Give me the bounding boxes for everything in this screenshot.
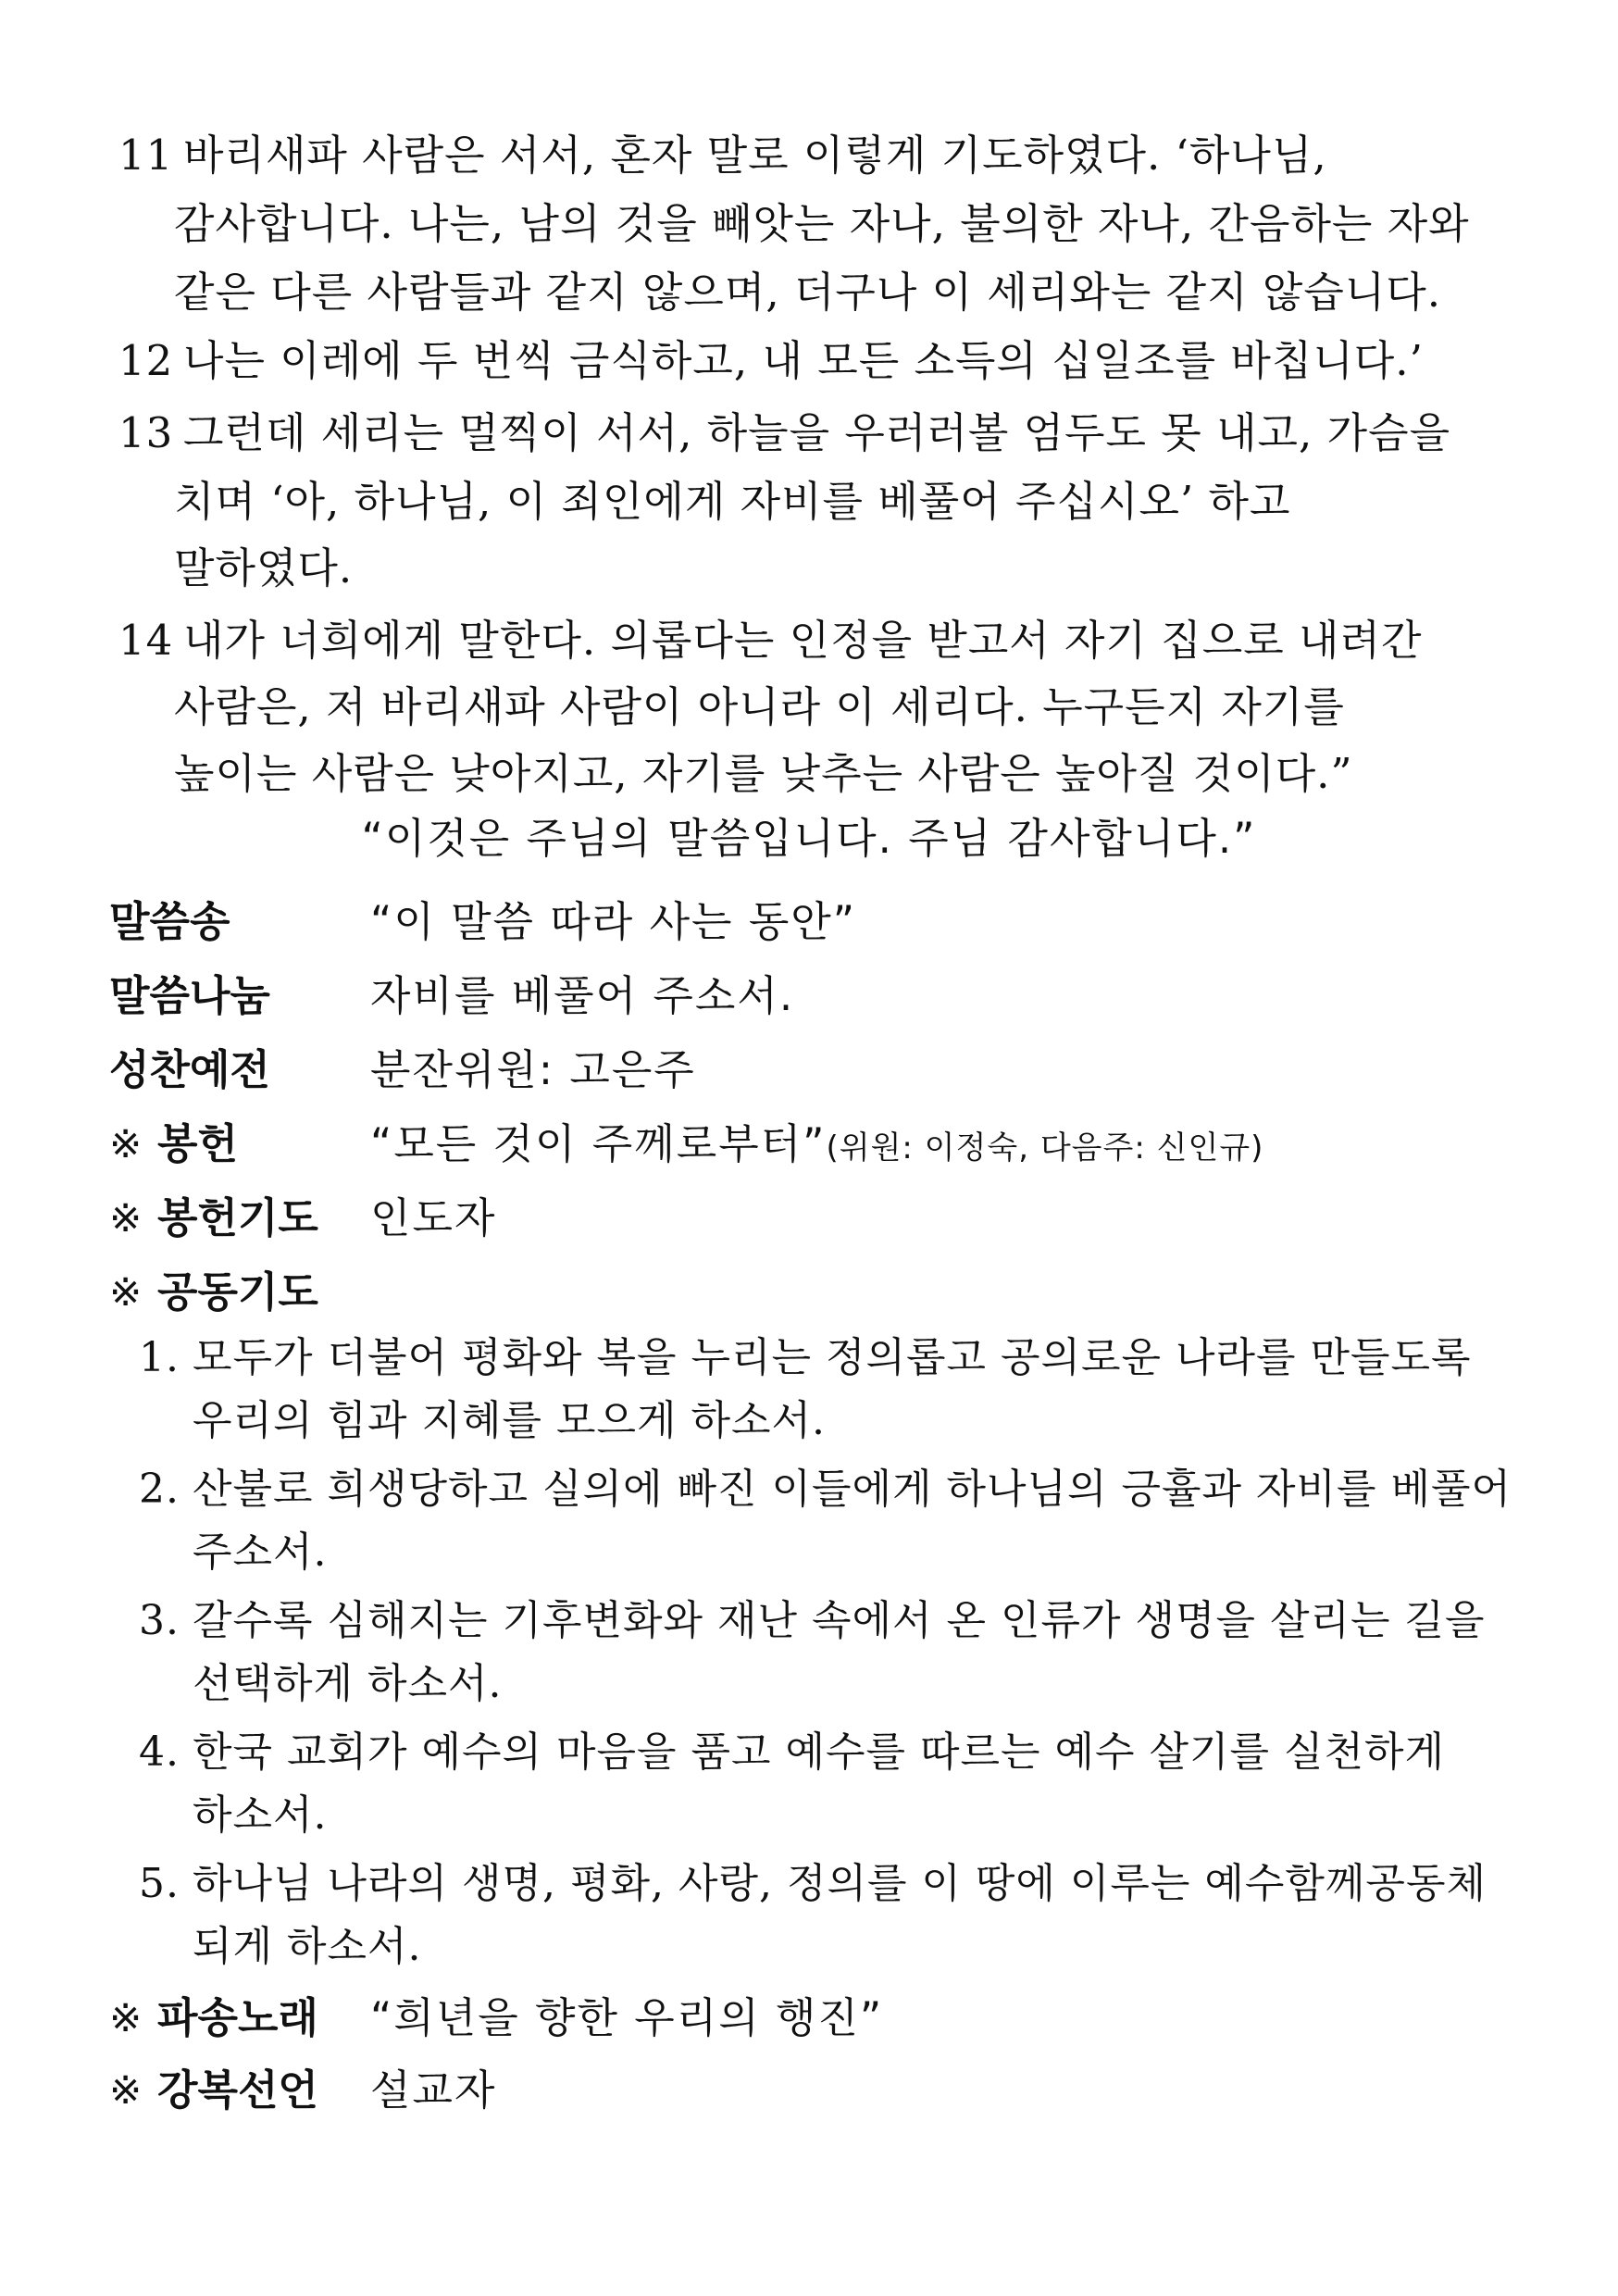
reference-mark-icon: ※ [109,1195,143,1241]
verse-line [118,128,1327,183]
prayer-line: 되게 하소서. [193,1923,422,1970]
verse-line [118,333,1424,389]
verse-line: 치며 ‘아, 하나님, 이 죄인에게 자비를 베풀어 주십시오’ 하고 [174,477,1291,526]
offering-prayer-row [109,1191,1553,1246]
common-prayer-row [109,1265,1553,1320]
prayer-text: 산불로 희생당하고 실의에 빠진 이들에게 하나님의 긍휼과 자비를 베풀어 [193,1466,1512,1513]
prayer-line: 하소서. [193,1791,328,1839]
offering-prayer-value: 인도자 [370,1193,497,1242]
sermon-value: 자비를 베풀어 주소서. [370,971,795,1020]
sending-song-value: “희년을 향한 우리의 행진” [370,1993,884,2042]
communion-prep-row [109,1042,1553,1098]
verse-line: 말하였다. [174,543,354,593]
benediction-label: 강복선언 [157,2065,318,2115]
verse-text: 나는 이레에 두 번씩 금식하고, 내 모든 소득의 십일조를 바칩니다.’ [183,336,1424,385]
verse-line: 같은 다른 사람들과 같지 않으며, 더구나 이 세리와는 같지 않습니다. [174,268,1442,317]
prayer-text: 모두가 더불어 평화와 복을 누리는 정의롭고 공의로운 나라를 만들도록 [193,1334,1472,1381]
common-prayer-label: 공동기도 [157,1267,318,1316]
prayer-line [139,1331,1472,1385]
sending-song-label: 파송노래 [157,1993,318,2042]
prayer-number: 4. [139,1728,180,1776]
prayer-number: 2. [139,1466,180,1513]
reference-mark-icon: ※ [109,1269,143,1315]
prayer-line [139,1594,1486,1648]
offering-value [370,1117,1263,1176]
verse-text: 바리새파 사람은 서서, 혼자 말로 이렇게 기도하였다. ‘하나님, [183,131,1327,180]
word-song-label: 말씀송 [109,897,230,946]
verse-line: 사람은, 저 바리새파 사람이 아니라 이 세리다. 누구든지 자기를 [174,682,1345,731]
prayer-text: 갈수록 심해지는 기후변화와 재난 속에서 온 인류가 생명을 살리는 길을 [193,1597,1486,1644]
word-song-value: “이 말씀 따라 사는 동안” [370,897,857,946]
sermon-label: 말씀나눔 [109,971,270,1020]
reference-mark-icon: ※ [109,1995,143,2040]
reference-mark-icon: ※ [109,1121,143,1167]
verse-number: 14 [118,616,174,665]
communion-prep-label: 성찬예전 [109,1045,270,1094]
reference-mark-icon: ※ [109,2067,143,2113]
prayer-line [139,1726,1445,1779]
verse-number: 12 [118,336,174,385]
communion-prep-value: 분잔위원: 고은주 [370,1045,696,1094]
offering-prayer-label: 봉헌기도 [157,1193,318,1242]
prayer-line: 우리의 힘과 지혜를 모으게 하소서. [193,1397,826,1444]
prayer-line: 주소서. [193,1529,328,1576]
verse-line: 감사합니다. 나는, 남의 것을 빼앗는 자나, 불의한 자나, 간음하는 자와 [174,199,1470,248]
offering-row [109,1117,1553,1172]
prayer-number: 3. [139,1597,180,1644]
offering-hymn: “모든 것이 주께로부터” [370,1119,827,1168]
offering-note: (위원: 이정숙, 다음주: 신인규) [826,1129,1264,1167]
verse-line [118,406,1450,461]
prayer-text: 한국 교회가 예수의 마음을 품고 예수를 따르는 예수 살기를 실천하게 [193,1728,1445,1776]
word-song-row [109,894,1553,950]
verse-number: 13 [118,408,174,457]
prayer-number: 5. [139,1860,180,1907]
prayer-line: 선택하게 하소서. [193,1660,503,1707]
verse-line [118,613,1422,668]
offering-label: 봉헌 [157,1119,238,1168]
prayer-number: 1. [139,1334,180,1381]
verse-number: 11 [118,131,174,180]
scripture-closing: “이것은 주님의 말씀입니다. 주님 감사합니다.” [361,814,1257,863]
prayer-line [139,1857,1487,1911]
verse-text: 그런데 세리는 멀찍이 서서, 하늘을 우러러볼 엄두도 못 내고, 가슴을 [183,408,1451,457]
sending-song-row [109,1990,1553,2046]
benediction-row [109,2063,1553,2118]
benediction-value: 설교자 [370,2065,497,2115]
verse-line: 높이는 사람은 낮아지고, 자기를 낮추는 사람은 높아질 것이다.” [174,749,1353,798]
sermon-row [109,968,1553,1024]
prayer-line [139,1463,1512,1516]
prayer-text: 하나님 나라의 생명, 평화, 사랑, 정의를 이 땅에 이루는 예수함께공동체 [193,1860,1487,1907]
verse-text: 내가 너희에게 말한다. 의롭다는 인정을 받고서 자기 집으로 내려간 [183,616,1423,665]
